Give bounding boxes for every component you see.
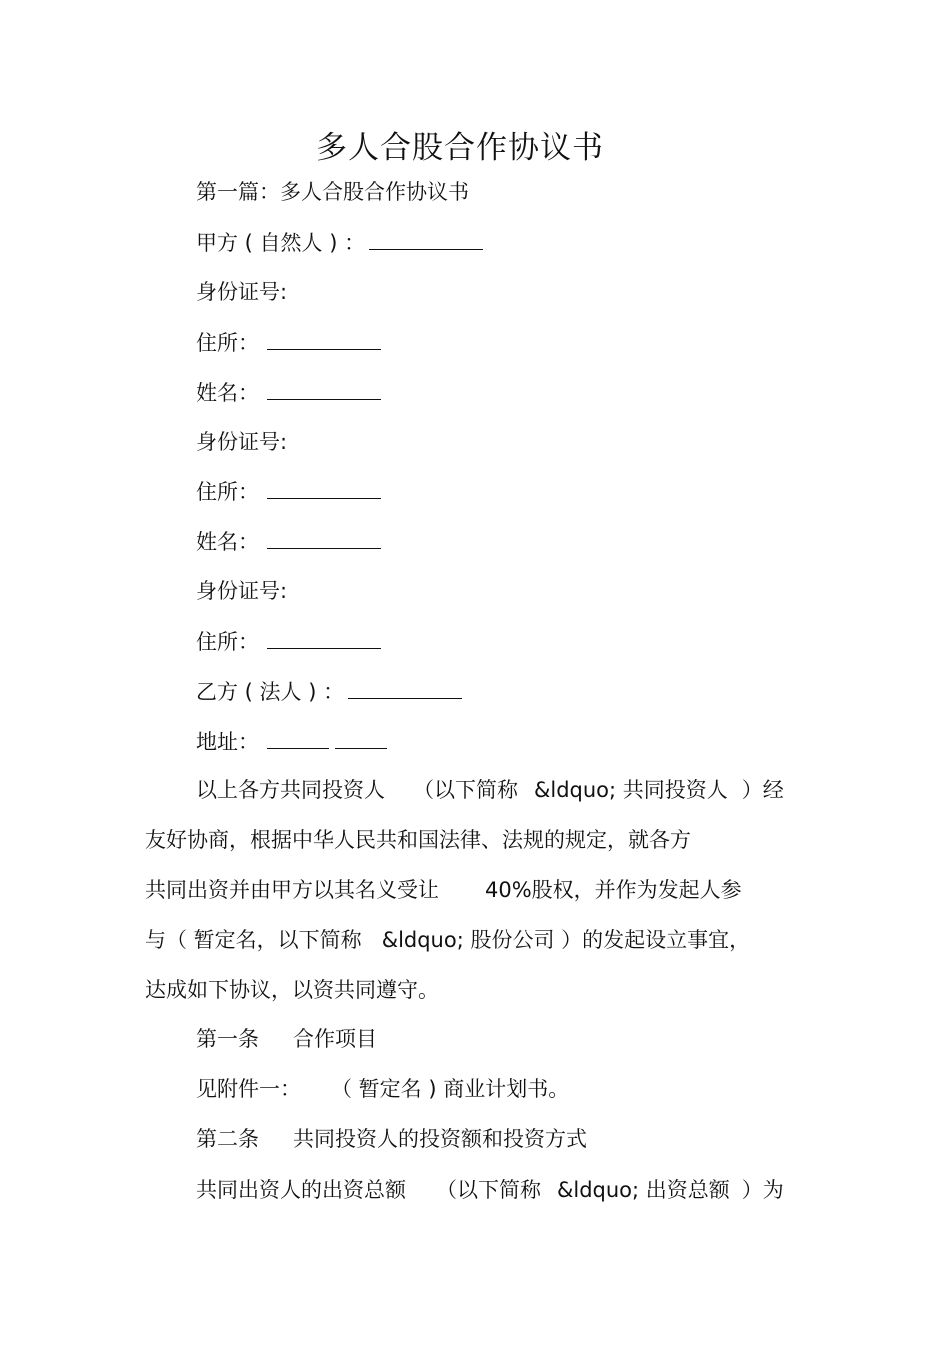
party-b-blank bbox=[348, 676, 462, 699]
preamble-line-5: 达成如下协议，以资共同遵守。 bbox=[145, 978, 439, 1002]
preamble-text: ）经 bbox=[741, 778, 784, 802]
party-b-label: 乙方 ( 法人 ) ： bbox=[196, 680, 345, 704]
preamble-line-1 bbox=[196, 775, 784, 805]
article-2-body-text: ）为 bbox=[741, 1178, 784, 1202]
article-2-body-text: 共同出资人的出资总额 bbox=[196, 1178, 406, 1202]
party-b-address-label: 地址： bbox=[196, 730, 259, 754]
preamble-text: 与（ 暂定名，以下简称 bbox=[145, 928, 362, 952]
preamble-text: 共同出资并由甲方以其名义受让 bbox=[145, 878, 439, 902]
article-2-body bbox=[196, 1175, 784, 1205]
party-b-address-blank-2 bbox=[335, 726, 387, 749]
member-1-name-line bbox=[196, 377, 381, 408]
member-1-name-blank bbox=[267, 377, 381, 400]
member-2-address-line bbox=[196, 476, 381, 507]
preamble-line-4 bbox=[145, 925, 750, 955]
article-2-heading bbox=[196, 1124, 587, 1154]
preamble-text: （以下简称 bbox=[413, 778, 518, 802]
party-a-line bbox=[196, 227, 483, 258]
party-b-address-blank-1 bbox=[267, 726, 329, 749]
article-1-title: 合作项目 bbox=[293, 1027, 377, 1051]
chapter-heading: 第一篇：多人合股合作协议书 bbox=[196, 180, 469, 204]
member-2-name-label: 姓名： bbox=[196, 530, 259, 554]
member-1-id-label: 身份证号: bbox=[196, 280, 288, 304]
member-3-address-line bbox=[196, 626, 381, 657]
article-1-body-text: 见附件一： bbox=[196, 1077, 301, 1101]
article-1-body-text: （ 暂定名 ) 商业计划书。 bbox=[331, 1077, 570, 1101]
article-1-number: 第一条 bbox=[196, 1027, 259, 1051]
document-title: 多人合股合作协议书 bbox=[316, 130, 604, 166]
party-a-blank bbox=[369, 227, 483, 250]
member-3-id-label: 身份证号: bbox=[196, 579, 288, 603]
member-1-address-line bbox=[196, 327, 381, 358]
member-2-address-blank bbox=[267, 476, 381, 499]
member-3-address-label: 住所： bbox=[196, 630, 259, 654]
article-1-body bbox=[196, 1074, 569, 1104]
article-2-number: 第二条 bbox=[196, 1127, 259, 1151]
article-2-body-text: &ldquo; 出资总额 bbox=[557, 1178, 730, 1202]
member-1-name-label: 姓名： bbox=[196, 381, 259, 405]
preamble-text: &ldquo; 股份公司 ）的发起设立事宜， bbox=[381, 928, 751, 952]
member-2-address-label: 住所： bbox=[196, 480, 259, 504]
member-3-address-blank bbox=[267, 626, 381, 649]
article-1-heading bbox=[196, 1024, 377, 1054]
preamble-line-3 bbox=[145, 875, 742, 905]
party-b-address-line bbox=[196, 726, 387, 757]
member-2-name-line bbox=[196, 526, 381, 557]
member-2-name-blank bbox=[267, 526, 381, 549]
article-2-body-text: （以下简称 bbox=[436, 1178, 541, 1202]
party-a-label: 甲方 ( 自然人 ) ： bbox=[196, 231, 366, 255]
preamble-text: &ldquo; 共同投资人 bbox=[534, 778, 728, 802]
preamble-line-2: 友好协商，根据中华人民共和国法律、法规的规定，就各方 bbox=[145, 828, 691, 852]
member-1-address-blank bbox=[267, 327, 381, 350]
preamble-text: 40%股权，并作为发起人参 bbox=[485, 878, 742, 902]
member-2-id-label: 身份证号: bbox=[196, 430, 288, 454]
party-b-line bbox=[196, 676, 462, 707]
preamble-text: 以上各方共同投资人 bbox=[196, 778, 385, 802]
article-2-title: 共同投资人的投资额和投资方式 bbox=[293, 1127, 587, 1151]
member-1-address-label: 住所： bbox=[196, 331, 259, 355]
